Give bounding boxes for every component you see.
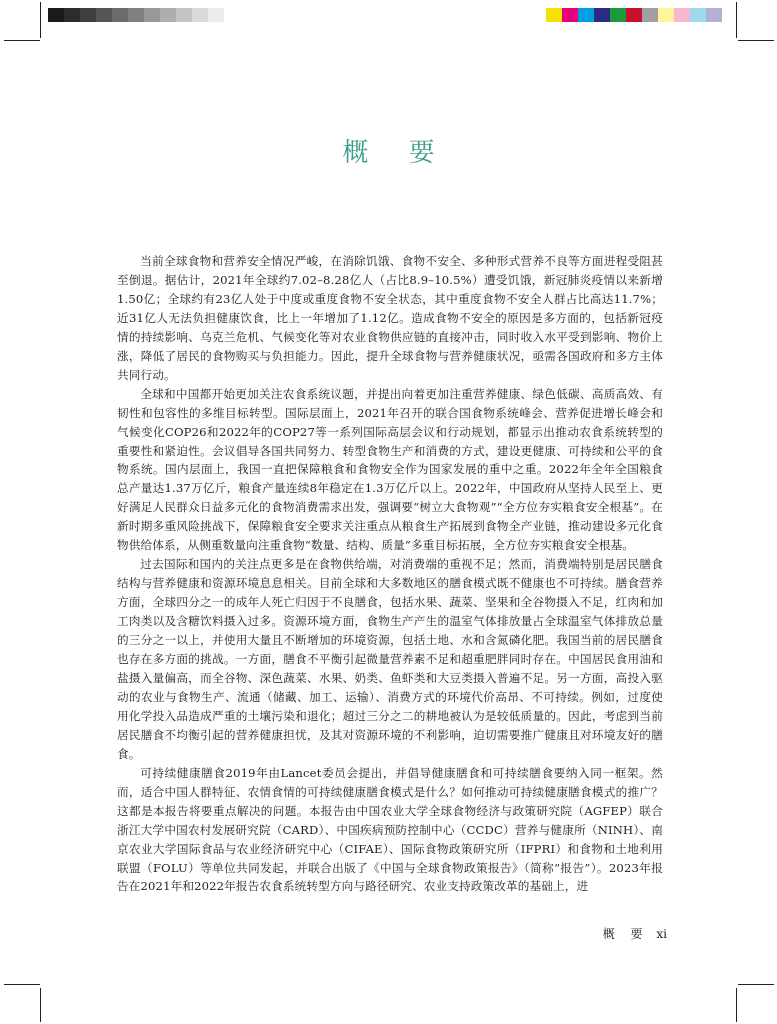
paragraph: 可持续健康膳食2019年由Lancet委员会提出，并倡导健康膳食和可持续膳食要纳入同一框架。然而，适合中国人群特征、农情食情的可持续健康膳食模式是什么？如何推动可持续健康膳食模式的推广？这都是本报告将要重点解决的问题。本报告由中国农业大学全球食物经济与政策研究院（AGFEP）联合浙江大学中国农村发展研究院（CARD）、中国疾病预防控制中心（CCDC）营养与健康所（NINH）、南京农业大学国际食品与农业经济研究中心（CIFAE）、国际食物政策研究所（IFPRI）和食物和土地利用联盟（FOLU）等单位共同发起，并联合出版了《中国与全球食物政策报告》（简称“报告”）。2023年报告在2021年和2022年报告农食系统转型方向与路径研究、农业支持政策改革的基础上，进: [117, 765, 663, 894]
color-swatch: [594, 8, 610, 22]
crop-mark-top-left-h: [4, 40, 40, 41]
color-swatch: [642, 8, 658, 22]
gray-swatch: [192, 8, 208, 22]
crop-mark-bottom-left-v: [40, 988, 41, 1022]
summary-body: [117, 252, 663, 896]
paragraph: 全球和中国都开始更加关注农食系统议题，并提出向着更加注重营养健康、绿色低碳、高质高效、有韧性和包容性的多维目标转型。国际层面上，2021年召开的联合国食物系统峰会、营养促进增长峰会和气候变化COP26和2022年的COP27等一系列国际高层会议和行动规划，都显示出推动农食系统转型的重要性和紧迫性。会议倡导各国共同努力、转型食物生产和消费的方式，建设更健康、可持续和公平的食物系统。国内层面上，我国一直把保障粮食和食物安全作为国家发展的重中之重。2022年全年全国粮食总产量达1.37万亿斤，粮食产量连续8年稳定在1.3万亿斤以上。2022年，中国政府从坚持人民至上、更好满足人民群众日益多元化的食物消费需求出发，强调要“树立大食物观”“全方位夯实粮食安全根基”。在新时期多重风险挑战下，保障粮食安全要求关注重点从粮食生产拓展到食物全产业链，推动建设多元化食物供给体系，从侧重数量向注重食物“数量、结构、质量”多重目标拓展，全方位夯实粮食安全根基。: [117, 386, 663, 553]
color-calibration-bar: [546, 8, 722, 22]
gray-swatch: [80, 8, 96, 22]
crop-mark-bottom-left-h: [4, 984, 40, 985]
color-swatch: [658, 8, 674, 22]
footer-section-title: 概 要: [602, 927, 649, 941]
page-title: 概 要: [342, 138, 451, 168]
gray-swatch: [64, 8, 80, 22]
color-swatch: [706, 8, 722, 22]
color-swatch: [546, 8, 562, 22]
gray-swatch: [112, 8, 128, 22]
crop-mark-bottom-right-v: [736, 988, 737, 1022]
color-swatch: [562, 8, 578, 22]
color-swatch: [674, 8, 690, 22]
page-footer: [603, 925, 667, 942]
color-swatch: [690, 8, 706, 22]
color-swatch: [610, 8, 626, 22]
grayscale-calibration-bar: [48, 8, 224, 22]
gray-swatch: [128, 8, 144, 22]
crop-mark-top-right-h: [738, 40, 774, 41]
gray-swatch: [160, 8, 176, 22]
gray-swatch: [208, 8, 224, 22]
crop-mark-top-left-v: [40, 2, 41, 38]
gray-swatch: [96, 8, 112, 22]
gray-swatch: [176, 8, 192, 22]
color-swatch: [626, 8, 642, 22]
paragraph: 过去国际和国内的关注点更多是在食物供给端，对消费端的重视不足；然而，消费端特别是居民膳食结构与营养健康和资源环境息息相关。目前全球和大多数地区的膳食模式既不健康也不可持续。膳食营养方面，全球四分之一的成年人死亡归因于不良膳食，包括水果、蔬菜、坚果和全谷物摄入不足，红肉和加工肉类以及含糖饮料摄入过多。资源环境方面，食物生产产生的温室气体排放量占全球温室气体排放总量的三分之一以上，并使用大量且不断增加的环境资源，包括土地、水和含氮磷化肥。我国当前的居民膳食也存在多方面的挑战。一方面，膳食不平衡引起微量营养素不足和超重肥胖同时存在。中国居民食用油和盐摄入量偏高，而全谷物、深色蔬菜、水果、奶类、鱼虾类和大豆类摄入普遍不足。另一方面，高投入驱动的农业与食物生产、流通（储藏、加工、运输）、消费方式的环境代价高昂、不可持续。例如，过度使用化学投入品造成严重的土壤污染和退化；超过三分之二的耕地被认为是较低质量的。因此，考虑到当前居民膳食不均衡引起的营养健康担忧，及其对资源环境的不利影响，迫切需要推广健康且对环境友好的膳食。: [117, 557, 663, 761]
crop-mark-bottom-right-h: [738, 984, 774, 985]
gray-swatch: [48, 8, 64, 22]
gray-swatch: [144, 8, 160, 22]
paragraph: 当前全球食物和营养安全情况严峻，在消除饥饿、食物不安全、多种形式营养不良等方面进程受阻甚至倒退。据估计，2021年全球约7.02–8.28亿人（占比8.9–10.5%）遭受饥饿，新冠肺炎疫情以来新增1.50亿；全球约有23亿人处于中度或重度食物不安全状态，其中重度食物不安全人群占比高达11.7%；近31亿人无法负担健康饮食，比上一年增加了1.12亿。造成食物不安全的原因是多方面的，包括新冠疫情的持续影响、乌克兰危机、气候变化等对农业食物供应链的直接冲击，同时收入水平受到影响、物价上涨，降低了居民的食物购买与负担能力。因此，提升全球食物与营养健康状况，亟需各国政府和多方主体共同行动。: [117, 254, 663, 382]
page-number: xi: [656, 927, 667, 941]
crop-mark-top-right-v: [736, 2, 737, 38]
color-swatch: [578, 8, 594, 22]
